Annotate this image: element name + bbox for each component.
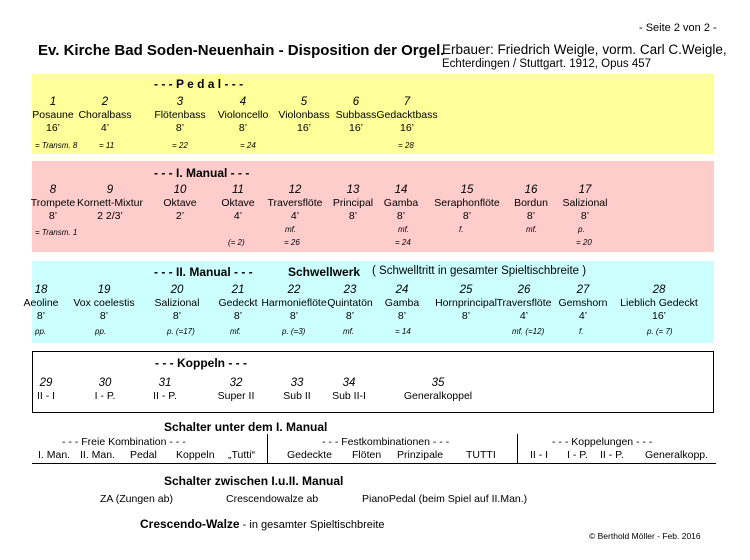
stop-pitch: 8’ [462,210,472,222]
stop-pitch: 16’ [348,122,363,134]
stop-note: mf. [343,327,355,336]
stop-number: 5 [300,96,308,108]
coupler-name: II - I [36,390,56,402]
stop-pitch: 4’ [519,310,529,322]
crescendo-text: - in gesamter Spieltischbreite [239,519,385,531]
stop-name: Gedeckt [218,297,258,309]
stop-name: Lieblich Gedeckt [620,297,698,309]
coupler-number: 33 [290,377,304,389]
stop-pitch: 2 2/3’ [97,210,123,222]
freie-kombination-switch[interactable]: II. Man. [80,449,116,461]
stop-number: 11 [232,184,244,196]
stop-note: f. [579,327,584,336]
coupler-name: Super II [217,390,255,402]
stop-name: Aeoline [23,297,59,309]
koppelung-switch[interactable]: I - P. [567,449,588,461]
stop-note: = 11 [99,141,115,150]
stop-number: 24 [395,284,409,296]
koppeln-title: - - - Koppeln - - - [155,356,247,370]
stop-number: 23 [343,284,357,296]
stop-name: Kornett-Mixtur [77,197,143,209]
stop-pitch: 8’ [48,210,58,222]
coupler-name: I - P. [94,390,116,402]
stop-name: Salizional [562,197,608,209]
stop-name: Gamba [384,297,420,309]
stop-pitch: 16’ [399,122,414,134]
festkombinationen-title: - - - Festkombinationen - - - [322,436,450,448]
stop-number: 27 [576,284,590,296]
stop-name: Harmonieflöte [261,297,327,309]
koppelung-switch[interactable]: II - I [530,449,549,461]
stop-name: Traversflöte [267,197,323,209]
stop-pitch: 8’ [580,210,590,222]
builder-info: Erbauer: Friedrich Weigle, vorm. Carl C.Weigle, [442,42,727,57]
stop-number: 9 [106,184,114,196]
stop-note: = Transm. 8 [35,141,78,150]
stop-pitch: 16’ [651,310,666,322]
stop-number: 4 [239,96,247,108]
page-label: - Seite 2 von 2 - [639,22,717,34]
stop-number: 15 [460,184,474,196]
stop-name: Flötenbass [154,109,206,121]
stop-pitch: 16’ [45,122,60,134]
koppelung-switch[interactable]: II - P. [600,449,624,461]
coupler-name: Sub II [283,390,311,402]
coupler-number: 31 [158,377,172,389]
freie-kombination-switch[interactable]: „Tutti“ [228,449,256,461]
rule [32,463,716,464]
copyright: © Berthold Möller - Feb. 2016 [589,531,701,541]
freie-kombination-title: - - - Freie Kombination - - - [62,436,186,448]
stop-name: Seraphonflöte [434,197,500,209]
stop-name: Traversflöte [496,297,552,309]
stop-number: 18 [34,284,48,296]
stop-pitch: 8’ [345,310,355,322]
koppeln-section [32,351,714,413]
schalter2-item[interactable]: Crescendowalze ab [226,493,319,505]
stop-note: mf. [526,225,538,234]
schalter2-title: Schalter zwischen I.u.II. Manual [164,474,344,488]
stop-note: pp. [95,327,107,336]
stop-note: p. [578,225,585,234]
festkombination-switch[interactable]: Gedeckte [287,449,332,461]
stop-number: 25 [459,284,473,296]
stop-pitch: 8’ [396,210,406,222]
coupler-number: 30 [98,377,112,389]
stop-note: = 14 [395,327,411,336]
stop-pitch: 8’ [36,310,46,322]
schalter1-title: Schalter unter dem I. Manual [164,420,328,434]
stop-pitch: 4’ [578,310,588,322]
stop-number: 21 [231,284,245,296]
festkombination-switch[interactable]: TUTTI [466,449,496,461]
stop-note: = 24 [240,141,256,150]
stop-note: = 26 [284,238,300,247]
stop-pitch: 4’ [233,210,243,222]
stop-name: Gedacktbass [376,109,438,121]
stop-number: 6 [352,96,360,108]
stop-name: Subbass [335,109,377,121]
stop-number: 7 [403,96,411,108]
stop-pitch: 2’ [175,210,185,222]
freie-kombination-switch[interactable]: I. Man. [38,449,71,461]
stop[interactable] [599,284,719,323]
pedal-title: - - - P e d a l - - - [154,77,244,91]
freie-kombination-switch[interactable]: Pedal [130,449,157,461]
stop-pitch: 8’ [175,122,185,134]
stop-name: Salizional [154,297,200,309]
stop-note: mf. [230,327,242,336]
stop-name: Vox coelestis [73,297,135,309]
stop-number: 3 [176,96,184,108]
stop-name: Oktave [221,197,255,209]
stop-note: = 24 [395,238,411,247]
stop-note: = 28 [398,141,414,150]
coupler[interactable] [299,377,399,403]
coupler[interactable] [388,377,488,403]
stop-number: 17 [578,184,592,196]
stop-name: Violoncello [217,109,269,121]
stop-pitch: 8’ [348,210,358,222]
stop-number: 2 [101,96,109,108]
coupler-number: 29 [39,377,53,389]
stop-number: 12 [288,184,302,196]
stop-name: Gemshorn [558,297,608,309]
coupler-name: Generalkoppel [403,390,473,402]
stop-number: 10 [173,184,187,196]
stop-note: mf. [398,225,410,234]
coupler-number: 32 [229,377,243,389]
stop-pitch: 8’ [99,310,109,322]
stop-pitch: 8’ [233,310,243,322]
stop-note: = Transm. 1 [35,228,78,237]
stop-name: Trompete [30,197,76,209]
stop-number: 20 [170,284,184,296]
koppelung-switch[interactable]: Generalkopp. [645,449,709,461]
stop-number: 16 [524,184,538,196]
stop-pitch: 8’ [172,310,182,322]
stop-note: p. (=17) [167,327,195,336]
coupler-name: Sub II-I [332,390,366,402]
stop-pitch: 8’ [238,122,248,134]
coupler-name: II - P. [153,390,177,402]
stop-name: Hornprincipal [435,297,497,309]
stop-number: 14 [394,184,408,196]
manual1-section [32,161,714,252]
stop-pitch: 8’ [397,310,407,322]
stop-name: Bordun [514,197,548,209]
stop-note: p. (= 7) [647,327,673,336]
stop-note: p. (=3) [282,327,306,336]
stop-pitch: 8’ [526,210,536,222]
stop-name: Principal [332,197,374,209]
manual1-title: - - - I. Manual - - - [154,166,250,180]
builder-info-line2: Echterdingen / Stuttgart. 1912, Opus 457 [442,58,652,70]
manual2-title: - - - II. Manual - - - [154,265,253,279]
stop-pitch: 8’ [289,310,299,322]
stop-number: 26 [517,284,531,296]
stop-pitch: 16’ [296,122,311,134]
schalter2-item[interactable]: ZA (Zungen ab) [100,493,173,505]
stop-pitch: 4’ [290,210,300,222]
stop-note: mf. (=12) [512,327,545,336]
manual2-subtitle: Schwellwerk [288,265,361,279]
coupler-number: 34 [342,377,356,389]
stop-note: = 22 [172,141,188,150]
stop-name: Violonbass [278,109,330,121]
coupler-number: 35 [431,377,445,389]
stop-number: 22 [287,284,301,296]
stop-name: Posaune [32,109,74,121]
stop-note: f. [459,225,464,234]
stop-note: pp. [35,327,47,336]
stop-note: (= 2) [228,238,245,247]
stop-name: Choralbass [78,109,132,121]
stop-number: 28 [652,284,666,296]
stop-pitch: 8’ [461,310,471,322]
crescendo-title: Crescendo-Walze [140,517,240,531]
festkombination-switch[interactable]: Prinzipale [397,449,444,461]
stop-pitch: 4’ [100,122,110,134]
stop[interactable] [347,96,467,135]
schalter2-item[interactable]: PianoPedal (beim Spiel auf II.Man.) [362,493,528,505]
manual2-subnote: ( Schwelltritt in gesamter Spieltischbreite ) [372,265,587,277]
festkombination-switch[interactable]: Flöten [352,449,382,461]
stop-number: 1 [49,96,57,108]
koppelungen-title: - - - Koppelungen - - - [552,436,653,448]
stop-number: 19 [97,284,111,296]
page-title: Ev. Kirche Bad Soden-Neuenhain - Disposition der Orgel. [38,42,445,59]
stop-name: Quintatön [327,297,373,309]
freie-kombination-switch[interactable]: Koppeln [176,449,215,461]
stop-note: mf. [285,225,297,234]
stop-name: Oktave [163,197,197,209]
stop-number: 13 [346,184,360,196]
stop-name: Gamba [383,197,419,209]
manual2-section [23,261,714,343]
stop-note: = 20 [576,238,592,247]
stop[interactable] [525,184,645,223]
pedal-section [32,74,714,154]
stop-number: 8 [49,184,57,196]
